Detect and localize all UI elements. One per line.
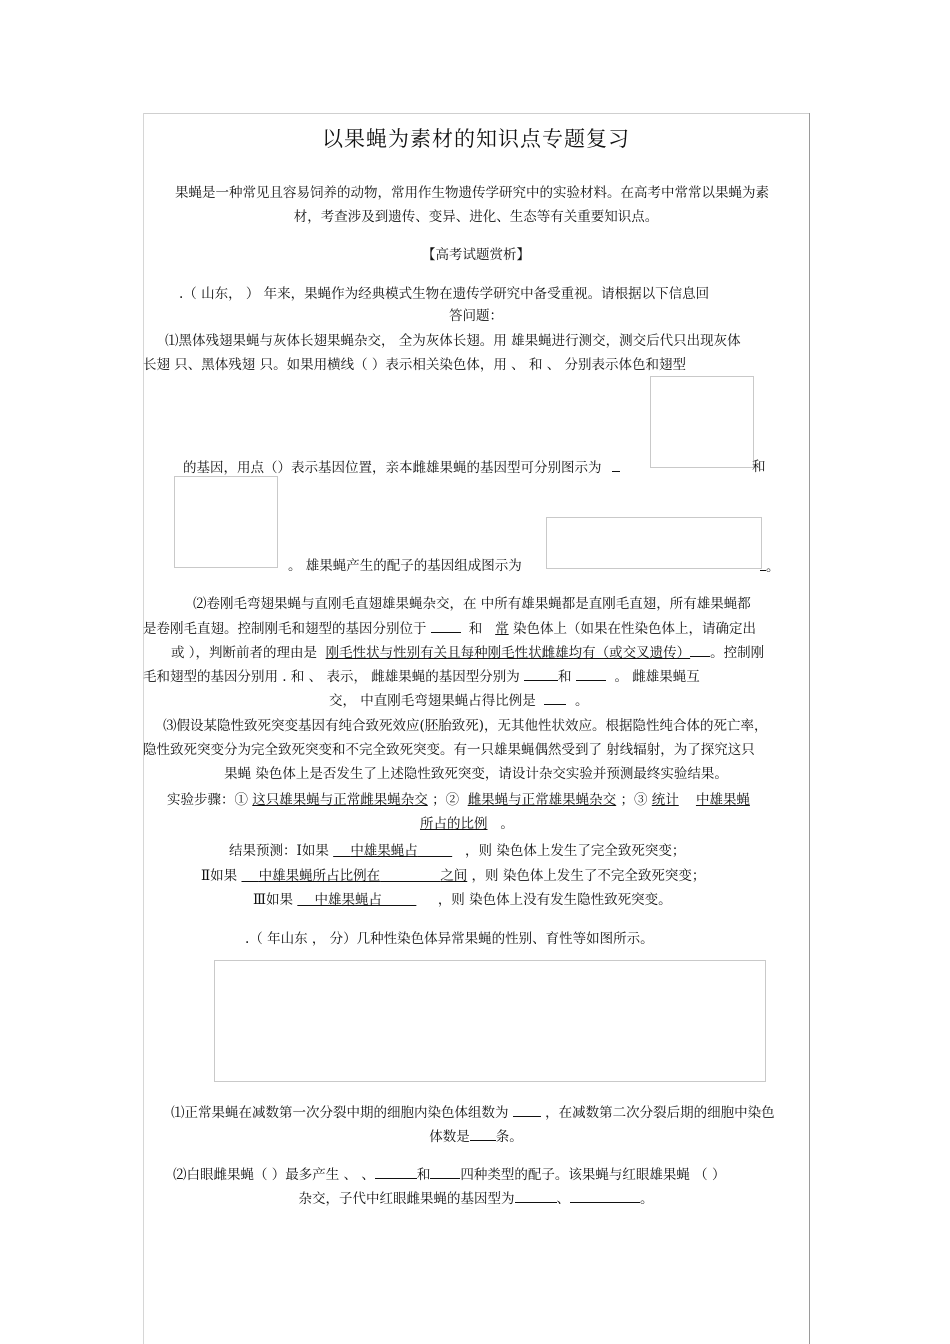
gamete-diagram-box <box>546 517 762 569</box>
answer-blank[interactable] <box>612 457 620 472</box>
q1-part2-line-4 <box>143 666 809 687</box>
page-title: 以果蝇为素材的知识点专题复习 <box>322 127 630 151</box>
answer-text: 刚毛性状与性别有关且每种刚毛性状雌雄均有（或交叉遗传） <box>325 645 691 661</box>
page-right-edge <box>809 113 810 1344</box>
q1-part2-line-1: ⑵卷刚毛弯翅果蝇与直刚毛直翅雄果蝇杂交，在 中所有雄果蝇都是直刚毛直翅，所有雄果蝇都 <box>193 596 751 612</box>
answer-blank[interactable] <box>690 642 710 657</box>
answer-blank[interactable] <box>515 1188 557 1203</box>
q1-part1-line-2: 长翅 只、黑体残翅 只。如果用横线（ ）表示相关染色体，用 、 和 、 分别表示体色和翅型 <box>143 357 687 373</box>
text-segment: 、 <box>556 1191 570 1207</box>
text-segment: ，则 染色体上发生了不完全致死突变； <box>471 868 706 884</box>
q1-part3-line-2: 隐性致死突变分为完全致死突变和不完全致死突变。有一只雄果蝇偶然受到了 射线辐射，为了探究这只 <box>143 742 755 758</box>
text-segment: ；② <box>432 792 460 808</box>
text-segment: 。控制刚 <box>710 645 765 661</box>
text-segment: 或 ），判断前者的理由是 <box>171 645 318 661</box>
text-segment: 条。 <box>495 1129 523 1145</box>
text-segment: 交， 中直刚毛弯翅果蝇占得比例是 <box>329 693 536 709</box>
text-segment: 毛和翅型的基因分别用 . 和 、 表示， 雌雄果蝇的基因型分别为 <box>143 669 520 685</box>
text-segment: 和 <box>468 621 483 637</box>
q1-part1-line-3-end: 和 <box>752 459 766 475</box>
genotype-diagram-box-1 <box>650 376 754 468</box>
text-segment: 染色体上（如果在性染色体上，请确定出 <box>512 621 756 637</box>
q1-part2-line-5 <box>143 690 809 711</box>
text-segment: ，在减数第二次分裂后期的细胞中染色 <box>545 1105 775 1121</box>
text-segment: 体数是 <box>429 1129 470 1145</box>
answer-text: 中雄果蝇所占比例在 <box>258 868 381 884</box>
q1-part2-line-2 <box>143 618 809 639</box>
answer-blank[interactable] <box>375 1164 417 1179</box>
result-label: Ⅲ如果 <box>253 892 294 908</box>
text-segment: 是卷刚毛直翅。控制刚毛和翅型的基因分别位于 <box>143 621 427 637</box>
q1-part1-line-1: ⑴黑体残翅果蝇与灰体长翅果蝇杂交， 全为灰体长翅。用 雄果蝇进行测交，测交后代只出现灰体 <box>165 333 741 349</box>
text-segment: ⑵白眼雌果蝇（ ）最多产生 、 、 <box>173 1167 375 1183</box>
q2-part2-line-2 <box>143 1188 809 1209</box>
q2-part1-line-1 <box>143 1102 809 1123</box>
step-3-answer: 所占的比例 <box>420 816 488 832</box>
answer-blank[interactable] <box>544 690 566 705</box>
answer-blank[interactable] <box>470 1126 496 1141</box>
step-2-answer: 雌果蝇与正常雄果蝇杂交 <box>467 792 617 808</box>
answer-blank[interactable] <box>430 1164 460 1179</box>
text-segment: ⑴正常果蝇在减数第一次分裂中期的细胞内染色体组数为 <box>171 1105 509 1121</box>
text-segment: 和 <box>416 1167 431 1183</box>
text-segment: ，则 染色体上没有发生隐性致死突变。 <box>437 892 672 908</box>
sex-chromosome-figure-box <box>214 960 766 1082</box>
q2-part2-line-1 <box>143 1164 809 1185</box>
q2-stem: .（ 年山东 ， 分）几种性染色体异常果蝇的性别、育性等如图所示。 <box>245 931 654 947</box>
genotype-diagram-box-2 <box>174 476 278 568</box>
q1-stem-line-2: 答问题： <box>449 308 503 324</box>
answer-text: 中雄果蝇占 <box>314 892 382 908</box>
step-1-answer: 这只雄果蝇与正常雌果蝇杂交 <box>252 792 428 808</box>
q1-stem-line-1: .（ 山东， ） 年来，果蝇作为经典模式生物在遗传学研究中备受重视。请根据以下信息回 <box>179 286 710 302</box>
text-segment: 。 <box>640 1191 654 1207</box>
answer-blank[interactable] <box>513 1102 541 1117</box>
text-segment: ，则 染色体上发生了完全致死突变； <box>465 843 686 859</box>
q1-part1-line-3-text: 的基因，用点（）表示基因位置，亲本雌雄果蝇的基因型可分别图示为 <box>183 460 602 476</box>
q2-part1-line-2 <box>143 1126 809 1147</box>
experiment-steps-line-1 <box>143 790 809 810</box>
result-line-2 <box>143 866 809 886</box>
result-2-answer <box>241 868 467 884</box>
answer-blank[interactable] <box>576 666 606 681</box>
q1-part3-line-3: 果蝇 染色体上是否发生了上述隐性致死突变，请设计杂交实验并预测最终实验结果。 <box>224 766 728 782</box>
result-1-answer <box>333 843 452 859</box>
text-segment: 杂交，子代中红眼雌果蝇的基因型为 <box>298 1191 515 1207</box>
text-segment: 四种类型的配子。该果蝇与红眼雄果蝇 （ ） <box>460 1167 726 1183</box>
intro-line-2: 材，考查涉及到遗传、变异、进化、生态等有关重要知识点。 <box>293 209 659 225</box>
q1-part1-line-4-end <box>760 556 790 577</box>
answer-blank[interactable] <box>570 1188 640 1203</box>
intro-line-1: 果蝇是一种常见且容易饲养的动物，常用作生物遗传学研究中的实验材料。在高考中常常以果蝇为素 <box>175 185 769 201</box>
answer-text: 常 <box>495 621 509 637</box>
period: 。 <box>500 816 514 832</box>
page-top-edge <box>143 113 810 114</box>
text-segment: ；③ <box>620 792 648 808</box>
q1-part3-line-1: ⑶假设某隐性致死突变基因有纯合致死效应(胚胎致死)，无其他性状效应。根据隐性纯合体的死亡率， <box>163 718 768 734</box>
answer-blank[interactable] <box>524 666 558 681</box>
q1-part1-line-4: 。 雄果蝇产生的配子的基因组成图示为 <box>288 558 522 574</box>
answer-blank[interactable] <box>431 618 461 633</box>
steps-label: 实验步骤：① <box>167 792 248 808</box>
period: 。 <box>766 559 780 575</box>
step-3-answer: 统计 <box>651 792 679 808</box>
result-line-3 <box>143 890 809 910</box>
text-segment: 和 <box>558 669 572 685</box>
text-segment: 。 雌雄果蝇互 <box>614 669 700 685</box>
answer-text: 之间 <box>440 868 468 884</box>
q1-part2-line-3 <box>143 642 809 663</box>
experiment-steps-line-2 <box>143 814 809 834</box>
step-3-answer: 中雄果蝇 <box>695 792 750 808</box>
text-segment: 。 <box>574 693 589 709</box>
q1-part1-line-3 <box>143 457 809 478</box>
answer-text: 中雄果蝇占 <box>350 843 418 859</box>
section-heading: 【高考试题赏析】 <box>422 247 530 263</box>
result-label: 结果预测：Ⅰ如果 <box>229 843 329 859</box>
result-label: Ⅱ如果 <box>201 868 238 884</box>
result-3-answer <box>297 892 416 908</box>
result-line-1 <box>143 841 809 861</box>
